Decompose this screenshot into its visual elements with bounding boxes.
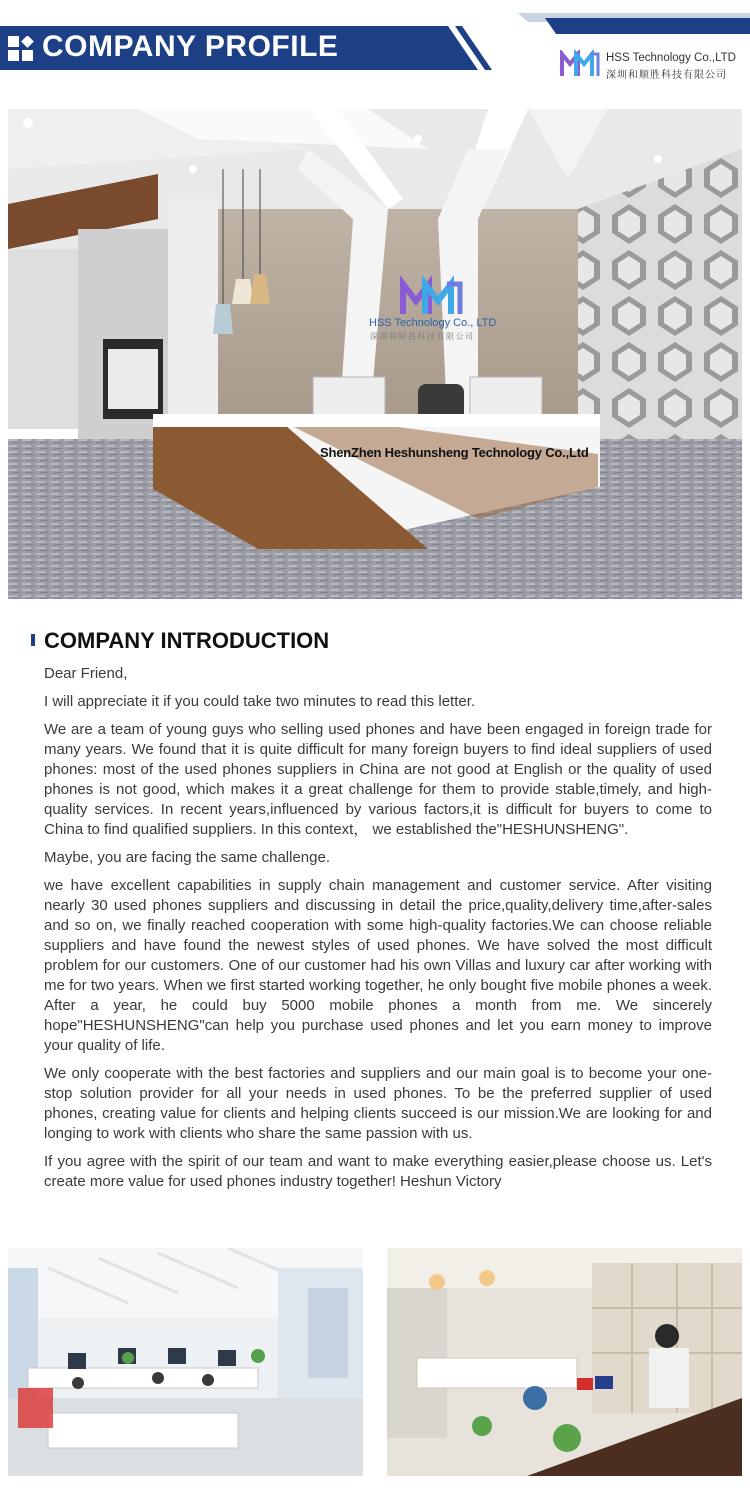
brand-name: HSS Technology Co.,LTD bbox=[606, 52, 736, 64]
intro-paragraph: We only cooperate with the best factories and suppliers and our main goal is to become your one-stop solution provider for all your needs in used phones. To be the preferred supplier of used phones, creating value for clients and helping clients succeed is our mission.We are looking for and longing to work with clients who share the same passion with us. bbox=[44, 1065, 712, 1142]
intro-paragraph: I will appreciate it if you could take two minutes to read this letter. bbox=[44, 693, 476, 710]
intro-paragraph: Maybe, you are facing the same challenge. bbox=[44, 849, 331, 866]
greeting: Dear Friend, bbox=[44, 665, 128, 682]
intro-paragraph: We are a team of young guys who selling used phones and have been engaged in foreign trade for many years. We found that it is quite difficult for many foreign buyers to find ideal suppliers of used phones: most of the used phones suppliers in China are not good at English or the quality of used phones is not good, which makes it a great challenge for them to provide stable,timely, and high-quality services. In recent years,influenced by various factors,it is difficult for buyers to come to China to find qualified suppliers. In this context， we established the"HESHUNSHENG". bbox=[44, 721, 712, 838]
open-office-photo bbox=[8, 1248, 363, 1476]
intro-letter bbox=[44, 664, 712, 1200]
grid-icon bbox=[8, 36, 34, 62]
wall-logo-name: HSS Technology Co., LTD bbox=[369, 317, 497, 329]
intro-paragraph: we have excellent capabilities in supply chain management and customer service. After visiting nearly 30 used phones suppliers and discussing in detail the price,quality,delivery time,after-sales and so on, we finally reached cooperation with some high-quality factories.We can choose reliable suppliers and have found the newest styles of used phones. We have solved the most difficult problem for our customers. One of our customer had his own Villas and luxury car after working with me for two years. When we first started working together, he only bought five mobile phones a week. After a year, he could buy 5000 mobile phones a month from me. We sincerely hope"HESHUNSHENG"can help you purchase used phones and let you earn money to improve your quality of life. bbox=[44, 877, 712, 1054]
wall-logo-chinese: 深圳和顺胜科技有限公司 bbox=[370, 332, 475, 341]
page-title: COMPANY PROFILE bbox=[42, 30, 339, 63]
brand-lockup bbox=[560, 50, 745, 80]
brand-chinese-name: 深圳和顺胜科技有限公司 bbox=[606, 70, 727, 81]
reception-hall-photo bbox=[8, 109, 742, 599]
desk-company-name: ShenZhen Heshunsheng Technology Co.,Ltd bbox=[320, 445, 589, 460]
meeting-room-photo bbox=[387, 1248, 742, 1476]
section-marker bbox=[31, 634, 35, 646]
closing-paragraph: If you agree with the spirit of our team and want to make everything easier,please choose us. Let's create more value for used phones industry together! Heshun Victory bbox=[44, 1153, 712, 1190]
page-header bbox=[0, 0, 750, 100]
hss-logo-icon bbox=[560, 50, 602, 78]
section-title: COMPANY INTRODUCTION bbox=[44, 628, 330, 653]
